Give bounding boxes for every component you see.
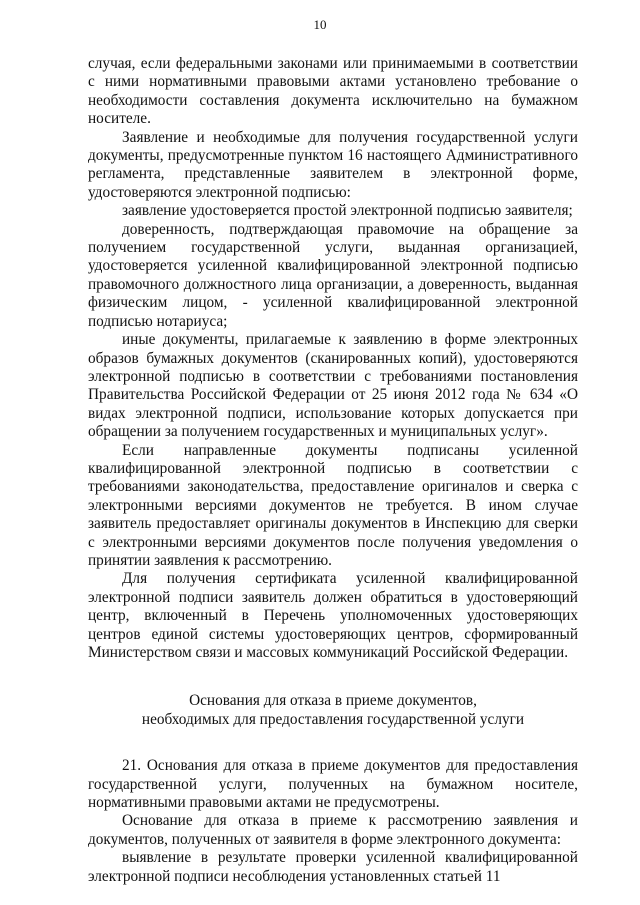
heading-line: необходимых для предоставления государственной услуги bbox=[141, 710, 525, 728]
paragraph: доверенность, подтверждающая правомочие на обращение за получением государственной услуги, выданная организацией, удостоверяется усиленной квалифицированной электронной подписью правомочного должностного лица организации, а доверенность, выданная физическим лицом, - усиленной квалифицированной электронной подписью нотариуса; bbox=[88, 220, 578, 330]
paragraph: 21. Основания для отказа в приеме документов для предоставления государственной услуги, полученных на бумажном носителе, нормативными правовыми актами не предусмотрены. bbox=[88, 757, 578, 812]
document-body bbox=[88, 55, 578, 886]
paragraph: иные документы, прилагаемые к заявлению в форме электронных образов бумажных документов (сканированных копий), удостоверяются электронной подписью в соответствии с требованиями постановления Правительства Российской Федерации от 25 июня 2012 года № 634 «О видах электронной подписи, использование которых допускается при обращении за получением государственных и муниципальных услуг». bbox=[88, 331, 578, 441]
paragraph: заявление удостоверяется простой электронной подписью заявителя; bbox=[122, 202, 573, 220]
paragraph: Заявление и необходимые для получения государственной услуги документы, предусмотренные пунктом 16 настоящего Административного регламента, представленные заявителем в электронной форме, удостоверяются электронной подписью: bbox=[88, 128, 578, 201]
paragraph: Для получения сертификата усиленной квалифицированной электронной подписи заявитель должен обратиться в удостоверяющий центр, включенный в Перечень уполномоченных удостоверяющих центров единой системы удостоверяющих центров, сформированный Министерством связи и массовых коммуникаций Российской Федерации. bbox=[88, 570, 578, 661]
top-section bbox=[88, 55, 578, 662]
section-heading bbox=[88, 692, 578, 729]
heading-line: Основания для отказа в приеме документов, bbox=[189, 692, 477, 710]
paragraph: случая, если федеральными законами или принимаемыми в соответствии с ними нормативными правовыми актами установлено требование о необходимости составления документа исключительно на бумажном носителе. bbox=[88, 55, 578, 128]
page-number: 10 bbox=[313, 17, 327, 32]
paragraph: выявление в результате проверки усиленной квалифицированной электронной подписи несоблюдения установленных статьей 11 bbox=[88, 849, 578, 885]
paragraph: Если направленные документы подписаны усиленной квалифицированной электронной подписью в соответствии с требованиями законодательства, предоставление оригиналов и сверка с электронными версиями документов не требуется. В ином случае заявитель предоставляет оригиналы документов в Инспекцию для сверки с электронными версиями документов после получения уведомления о принятии заявления к рассмотрению. bbox=[88, 441, 578, 569]
bottom-section bbox=[88, 757, 578, 886]
paragraph: Основание для отказа в приеме к рассмотрению заявления и документов, полученных от заявителя в форме электронного документа: bbox=[88, 812, 578, 848]
